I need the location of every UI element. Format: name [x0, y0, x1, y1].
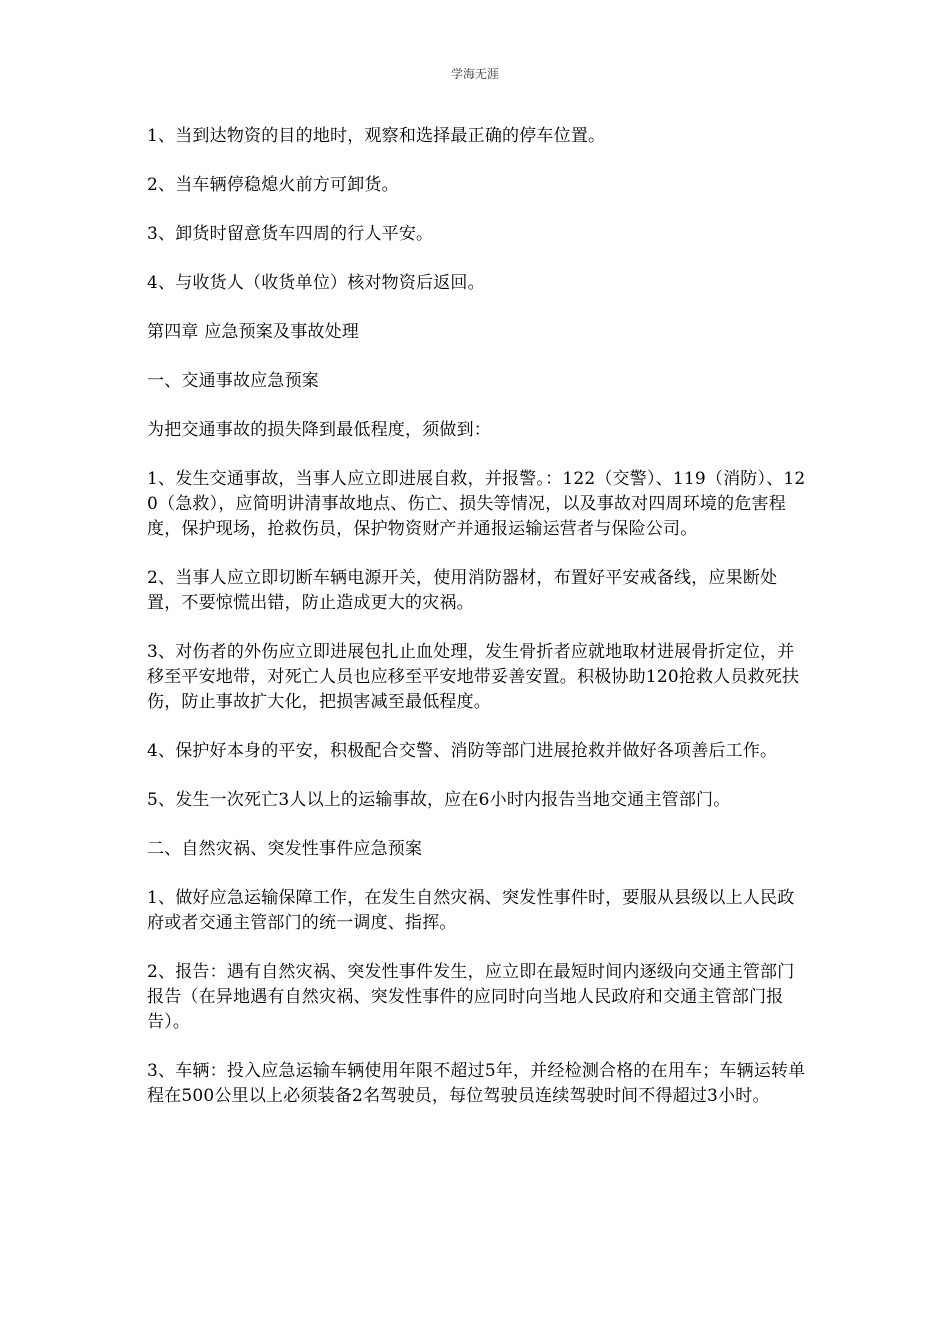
paragraph-accident-step-2: 2、当事人应立即切断车辆电源开关，使用消防器材，布置好平安戒备线，应果断处置，不要惊慌出错，防止造成更大的灾祸。 — [147, 568, 778, 613]
paragraph-disaster-step-1: 1、做好应急运输保障工作，在发生自然灾祸、突发性事件时，要服从县级以上人民政府或者交通主管部门的统一调度、指挥。 — [147, 888, 795, 933]
paragraph-intro: 为把交通事故的损失降到最低程度，须做到： — [147, 420, 491, 440]
paragraph-unload-step-1: 1、当到达物资的目的地时，观察和选择最正确的停车位置。 — [147, 126, 606, 146]
section-heading-natural-disaster: 二、自然灾祸、突发性事件应急预案 — [147, 839, 423, 859]
paragraph-accident-step-5: 5、发生一次死亡3人以上的运输事故，应在6小时内报告当地交通主管部门。 — [147, 790, 731, 810]
paragraph-disaster-step-3: 3、车辆：投入应急运输车辆使用年限不超过5年，并经检测合格的在用车；车辆运转单程在500公里以上必须装备2名驾驶员，每位驾驶员连续驾驶时间不得超过3小时。 — [147, 1061, 806, 1106]
paragraph-unload-step-3: 3、卸货时留意货车四周的行人平安。 — [147, 224, 434, 244]
section-heading-traffic-accident: 一、交通事故应急预案 — [147, 371, 319, 391]
chapter-heading: 第四章 应急预案及事故处理 — [147, 322, 360, 342]
paragraph-disaster-step-2: 2、报告：遇有自然灾祸、突发性事件发生，应立即在最短时间内逐级向交通主管部门报告（在异地遇有自然灾祸、突发性事件的应同时向当地人民政府和交通主管部门报告）。 — [147, 962, 795, 1032]
paragraph-unload-step-4: 4、与收货人（收货单位）核对物资后返回。 — [147, 273, 485, 293]
page-header: 学海无涯 — [450, 67, 499, 81]
document-body — [147, 124, 809, 1133]
paragraph-unload-step-2: 2、当车辆停稳熄火前方可卸货。 — [147, 175, 399, 195]
paragraph-accident-step-3: 3、对伤者的外伤应立即进展包扎止血处理，发生骨折者应就地取材进展骨折定位，并移至平安地带，对死亡人员也应移至平安地带妥善安置。积极协助120抢救人员救死扶伤，防止事故扩大化，把损害减至最低程度。 — [147, 642, 800, 712]
paragraph-accident-step-4: 4、保护好本身的平安，积极配合交警、消防等部门进展抢救并做好各项善后工作。 — [147, 741, 778, 761]
paragraph-accident-step-1: 1、发生交通事故，当事人应立即进展自救，并报警。：122（交警）、119（消防）、120（急救），应简明讲清事故地点、伤亡、损失等情况，以及事故对四周环境的危害程度，保护现场，抢救伤员，保护物资财产并通报运输运营者与保险公司。 — [147, 469, 806, 539]
